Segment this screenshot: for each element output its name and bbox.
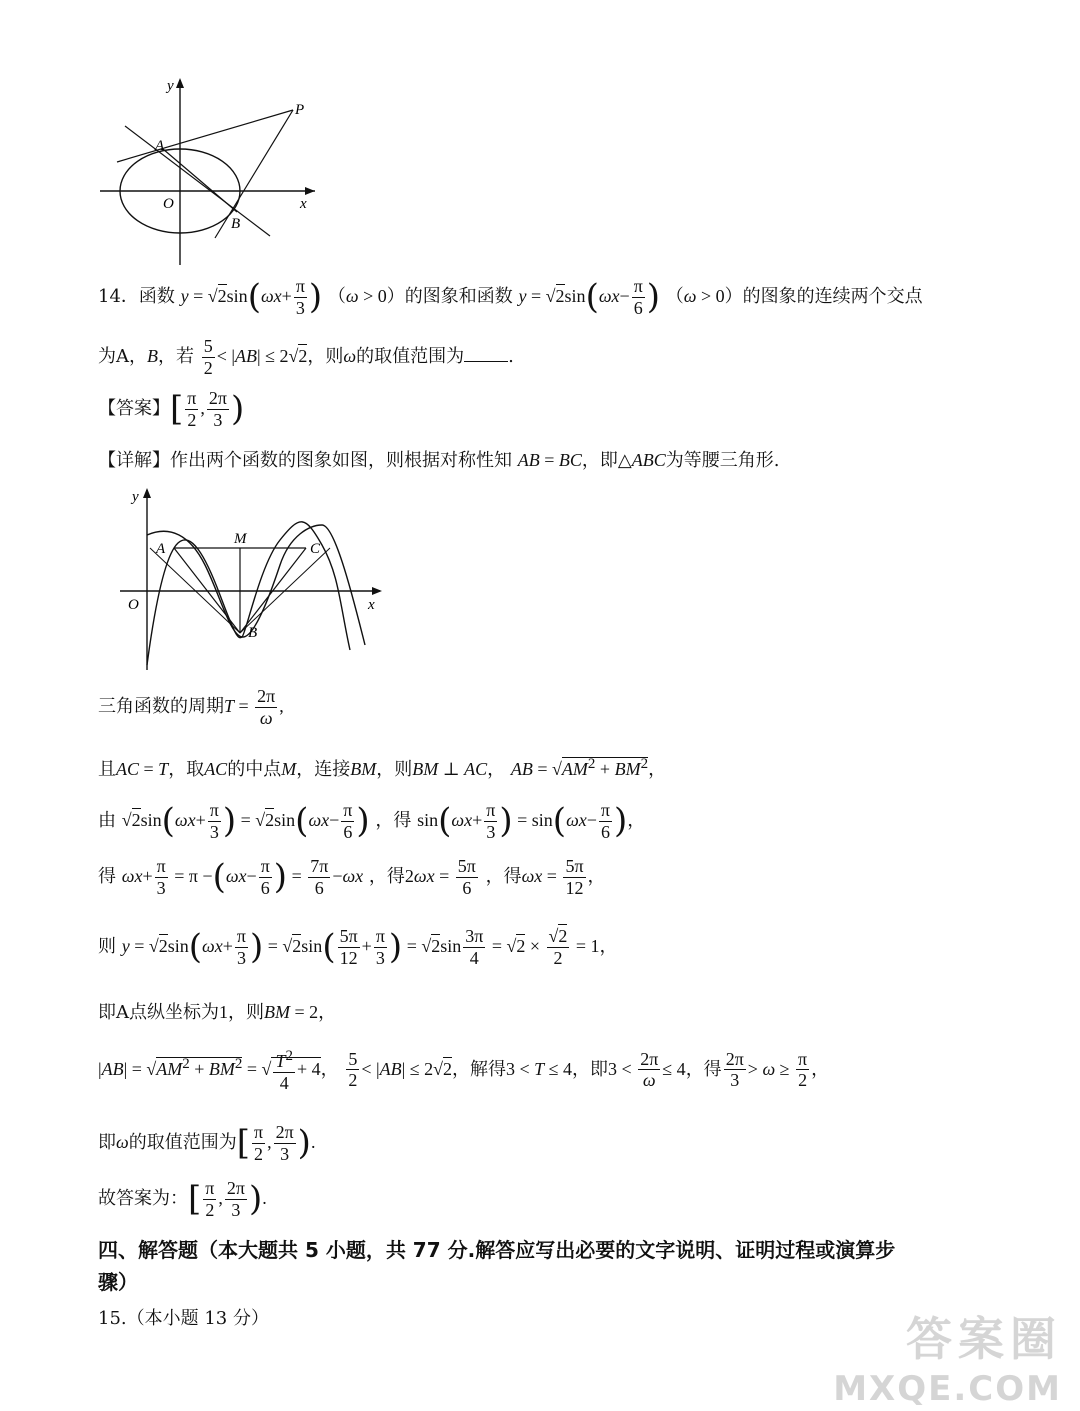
fig2-label-y: y (132, 489, 139, 505)
q14-line2: 为A，B，若 $\frac{5}{2}$ < |AB| ≤ 2√2，则ω的取值范围为 . (98, 336, 514, 378)
from-line: 由 √2sin(ωx+ $\frac{\pi}{3}$ ) = √2sin(ωx− $\frac{\pi}{6}$ ) ，得 sin(ωx+ $\frac{\pi}{3}$ ) = sin(ωx− $\frac{\pi}{6}$ )， (98, 800, 646, 842)
fig1-label-x: x (300, 196, 307, 212)
q14-line1: 14．函数 y = √2sin(ωx+ $\frac{\pi}{3}$ ) （ω > 0）的图象和函数 y = √2sin(ωx− $\frac{\pi}{6}$ ) （ω > 0）的图象的连续两个交点 (98, 276, 923, 318)
fig1-label-o: O (163, 196, 174, 212)
fig1-label-y: y (167, 78, 174, 94)
fig2-label-x: x (368, 597, 375, 613)
q15-label: 15.（本小题 13 分） (98, 1308, 269, 1329)
then-line: 则 y = √2sin(ωx+ $\frac{\pi}{3}$ ) = √2sin( $\frac{5\pi}{12}$ + $\frac{\pi}{3}$ ) = √2sin $\frac{3\pi}{4}$ = √2 × $\frac{√2}{2}$ = 1， (98, 926, 618, 968)
range-line: 即ω的取值范围为[ $\frac{\pi}{2}$ , $\frac{2\pi}{3}$ ). (98, 1122, 316, 1164)
period-line: 三角函数的周期T = $\frac{2\pi}{\omega}$ , (98, 686, 284, 728)
fig1-label-p: P (295, 102, 305, 118)
sine-figure (110, 485, 390, 675)
fig2-label-a: A (156, 541, 166, 557)
ellipse-figure (95, 70, 325, 270)
get-line: 得 ωx+ $\frac{\pi}{3}$ = π −(ωx− $\frac{\pi}{6}$ ) = $\frac{7\pi}{6}$ −ωx ，得2ωx = $\frac{5\pi}{6}$ ，得ωx = $\frac{5\pi}{12}$ ， (98, 856, 606, 898)
fig2-label-m: M (234, 531, 247, 547)
a-coord-line: 即A点纵坐标为1，则BM = 2， (98, 1002, 337, 1023)
midpoint-line: 且AC = T，取AC的中点M，连接BM，则BM ⊥ AC， AB = $√AM^2 + BM^2$， (98, 756, 667, 780)
fig2-label-o: O (128, 597, 139, 613)
answer-line: 【答案】[ $\frac{\pi}{2}$ , $\frac{2\pi}{3}$ ) (98, 388, 245, 430)
fig2-label-c: C (310, 541, 321, 557)
watermark-text: 答案圈 (906, 1312, 1062, 1366)
fig2-label-b: B (248, 625, 258, 641)
watermark-url: MXQE.COM (833, 1369, 1062, 1409)
final-answer-line: 故答案为：[ $\frac{\pi}{2}$ , $\frac{2\pi}{3}$ ). (98, 1178, 267, 1220)
fig1-label-b: B (231, 216, 241, 232)
section-title: 四、解答题（本大题共 5 小题，共 77 分.解答应写出必要的文字说明、证明过程或演算步 (98, 1238, 896, 1262)
section-title-cont: 骤） (98, 1270, 138, 1294)
fig1-label-a: A (155, 138, 165, 154)
detail-line: 【详解】作出两个函数的图象如图，则根据对称性知 AB = BC，即△ABC为等腰三角形. (98, 450, 780, 471)
watermark (833, 1303, 1062, 1409)
ab-line: $|AB| = √AM^2 + BM^2$ = √ $\frac{T^2}{4}$ + 4， $\frac{5}{2}$ < |AB| ≤ 2√2，解得3 < T ≤ 4，即3 < $\frac{2\pi}{\omega}$ ≤ 4，得 $\frac{2\pi}{3}$ > ω ≥ $\frac{\pi}{2}$ ， (98, 1048, 830, 1093)
